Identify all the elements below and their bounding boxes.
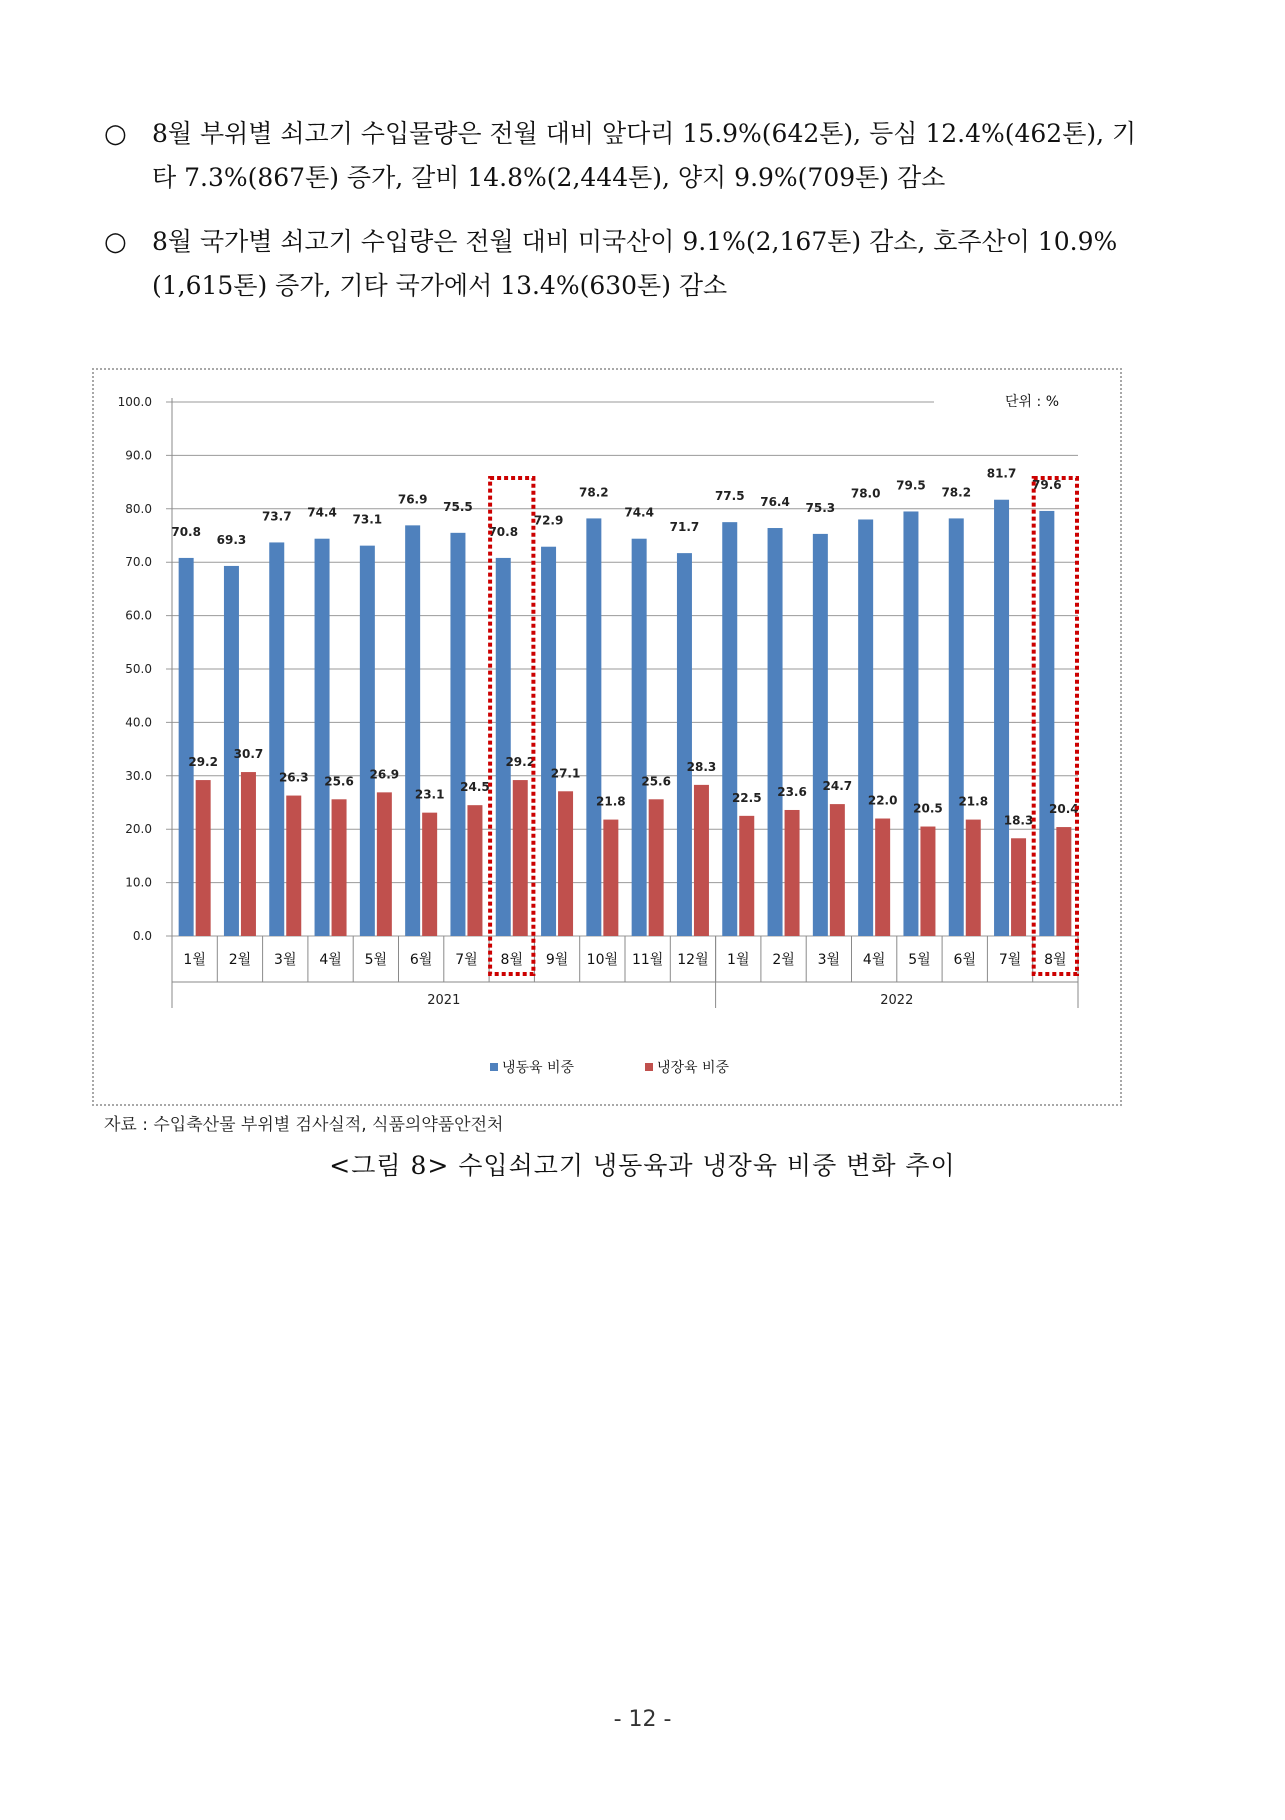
x-tick-label: 4월: [319, 952, 342, 968]
data-label-frozen: 81.7: [986, 466, 1017, 481]
legend-label-chilled: 냉장육 비중: [657, 1060, 730, 1076]
x-tick-label: 12월: [677, 952, 709, 968]
data-label-chilled: 21.8: [958, 794, 989, 809]
data-label-frozen: 74.4: [307, 505, 337, 520]
bullet-text: 8월 국가별 쇠고기 수입량은 전월 대비 미국산이 9.1%(2,167톤) 감소, 호주산이 10.9%(1,615톤) 증가, 기타 국가에서 13.4%(630톤) 감소: [152, 227, 1118, 300]
y-tick-label: 50.0: [125, 662, 152, 676]
x-tick-label: 6월: [409, 952, 433, 968]
bar-chilled: [1056, 827, 1071, 936]
y-tick-label: 90.0: [125, 448, 152, 463]
bar-chilled: [422, 813, 437, 936]
data-label-frozen: 69.3: [216, 532, 247, 547]
bar-frozen: [722, 522, 737, 936]
data-label-frozen: 78.2: [941, 485, 972, 500]
y-tick-label: 60.0: [125, 608, 152, 623]
x-tick-label: 2월: [228, 952, 252, 968]
bar-frozen: [269, 542, 284, 936]
x-tick-label: 9월: [545, 952, 569, 968]
circle-bullet-icon: ○: [104, 119, 127, 149]
bar-chilled: [966, 820, 981, 936]
bar-frozen: [903, 511, 918, 936]
source-note: 자료 : 수입축산물 부위별 검사실적, 식품의약품안전처: [104, 1115, 504, 1135]
data-label-frozen: 75.5: [443, 499, 473, 514]
data-label-chilled: 29.2: [505, 755, 536, 770]
legend-swatch-frozen: [490, 1063, 498, 1071]
data-label-chilled: 25.6: [641, 774, 671, 789]
data-label-frozen: 73.7: [261, 509, 292, 524]
data-label-frozen: 74.4: [624, 505, 654, 520]
bar-frozen: [315, 539, 330, 936]
y-tick-label: 10.0: [125, 875, 152, 890]
data-label-frozen: 77.5: [714, 489, 745, 504]
x-tick-label: 2월: [772, 952, 795, 968]
bullet-list: [104, 112, 1144, 328]
x-tick-label: 1월: [727, 952, 750, 968]
y-tick-label: 70.0: [125, 555, 152, 570]
data-label-chilled: 23.6: [777, 784, 807, 799]
data-label-chilled: 27.1: [550, 766, 581, 781]
circle-bullet-icon: ○: [104, 227, 127, 257]
data-label-frozen: 76.4: [760, 495, 790, 510]
data-label-frozen: 79.5: [896, 478, 926, 493]
bar-frozen: [994, 500, 1009, 936]
data-label-chilled: 26.9: [369, 767, 400, 782]
y-tick-label: 40.0: [125, 715, 152, 730]
x-tick-label: 1월: [183, 952, 206, 968]
data-label-chilled: 20.5: [913, 801, 943, 816]
data-label-frozen: 70.8: [171, 524, 201, 539]
data-label-frozen: 72.9: [533, 513, 564, 528]
data-label-chilled: 24.7: [822, 779, 853, 794]
y-tick-label: 30.0: [125, 768, 152, 783]
figure-caption: <그림 8> 수입쇠고기 냉동육과 냉장육 비중 변화 추이: [329, 1151, 956, 1180]
bullet-item-country: [104, 220, 1144, 308]
data-label-chilled: 28.3: [686, 759, 717, 774]
data-label-chilled: 23.1: [414, 787, 445, 802]
bar-frozen: [450, 533, 465, 936]
x-tick-label: 6월: [953, 952, 976, 968]
bar-chilled: [467, 805, 482, 936]
year-label: 2022: [880, 993, 914, 1008]
data-label-frozen: 76.9: [397, 492, 428, 507]
data-label-frozen: 79.6: [1032, 477, 1062, 492]
x-tick-label: 11월: [631, 952, 664, 968]
data-label-frozen: 71.7: [669, 520, 700, 535]
legend-swatch-chilled: [645, 1063, 653, 1071]
bar-frozen: [632, 539, 647, 936]
y-tick-label: 100.0: [117, 395, 152, 409]
data-label-frozen: 73.1: [352, 512, 383, 527]
x-tick-label: 8월: [1044, 952, 1067, 968]
data-label-frozen: 78.0: [850, 486, 881, 501]
data-label-chilled: 20.4: [1049, 802, 1079, 817]
bar-chilled: [241, 772, 256, 936]
data-label-frozen: 70.8: [488, 524, 519, 539]
data-label-chilled: 25.6: [324, 774, 354, 789]
bar-chilled: [649, 799, 664, 936]
data-label-chilled: 21.8: [596, 794, 626, 809]
bar-frozen: [541, 547, 556, 936]
data-label-chilled: 30.7: [233, 747, 264, 762]
bar-chilled: [513, 780, 528, 936]
data-label-frozen: 75.3: [805, 500, 836, 515]
bar-frozen: [179, 558, 194, 936]
bar-frozen: [768, 528, 783, 936]
x-tick-label: 10월: [586, 952, 619, 968]
unit-label: 단위 : %: [1005, 394, 1059, 410]
bar-chilled: [1011, 838, 1026, 936]
bar-frozen: [586, 518, 601, 936]
bar-chilled: [332, 799, 347, 936]
bar-frozen: [813, 534, 828, 936]
y-tick-label: 80.0: [125, 501, 152, 516]
x-tick-label: 4월: [862, 952, 886, 968]
bar-frozen: [496, 558, 511, 936]
bar-chilled: [377, 792, 392, 936]
x-tick-label: 5월: [364, 952, 388, 968]
bar-chilled: [196, 780, 211, 936]
year-label: 2021: [427, 993, 461, 1008]
y-tick-label: 20.0: [125, 822, 152, 837]
x-tick-label: 3월: [274, 952, 297, 968]
bar-frozen: [360, 546, 375, 936]
data-label-chilled: 22.0: [867, 793, 898, 808]
x-tick-label: 3월: [817, 952, 841, 968]
data-label-frozen: 78.2: [579, 485, 609, 500]
data-label-chilled: 26.3: [278, 770, 309, 785]
bar-frozen: [1039, 511, 1054, 936]
bar-chilled: [830, 804, 845, 936]
bar-chilled: [694, 785, 709, 936]
bar-chilled: [286, 796, 301, 936]
bar-chilled: [739, 816, 754, 936]
bar-chilled: [603, 820, 618, 936]
bar-chilled: [920, 827, 935, 936]
bullet-text: 8월 부위별 쇠고기 수입물량은 전월 대비 앞다리 15.9%(642톤), 등심 12.4%(462톤), 기타 7.3%(867톤) 증가, 갈비 14.8%(2,444톤), 양지 9.9%(709톤) 감소: [152, 119, 1137, 192]
bar-frozen: [677, 553, 692, 936]
data-label-chilled: 29.2: [188, 755, 218, 770]
x-tick-label: 5월: [908, 952, 931, 968]
bar-chart: [94, 370, 1120, 1104]
page-number: - 12 -: [613, 1707, 672, 1732]
bar-frozen: [405, 525, 420, 936]
bar-chilled: [785, 810, 800, 936]
bar-frozen: [858, 519, 873, 936]
data-label-chilled: 18.3: [1003, 813, 1034, 828]
bullet-item-cut: [104, 112, 1144, 200]
legend-label-frozen: 냉동육 비중: [502, 1060, 575, 1076]
x-tick-label: 7월: [455, 952, 478, 968]
data-label-chilled: 24.5: [460, 780, 490, 795]
y-tick-label: 0.0: [132, 929, 152, 943]
chart-figure: [92, 368, 1122, 1106]
bar-frozen: [949, 518, 964, 936]
bar-chilled: [875, 819, 890, 936]
x-tick-label: 7월: [998, 952, 1022, 968]
data-label-chilled: 22.5: [731, 790, 762, 805]
x-tick-label: 8월: [500, 952, 523, 968]
bar-chilled: [558, 791, 573, 936]
